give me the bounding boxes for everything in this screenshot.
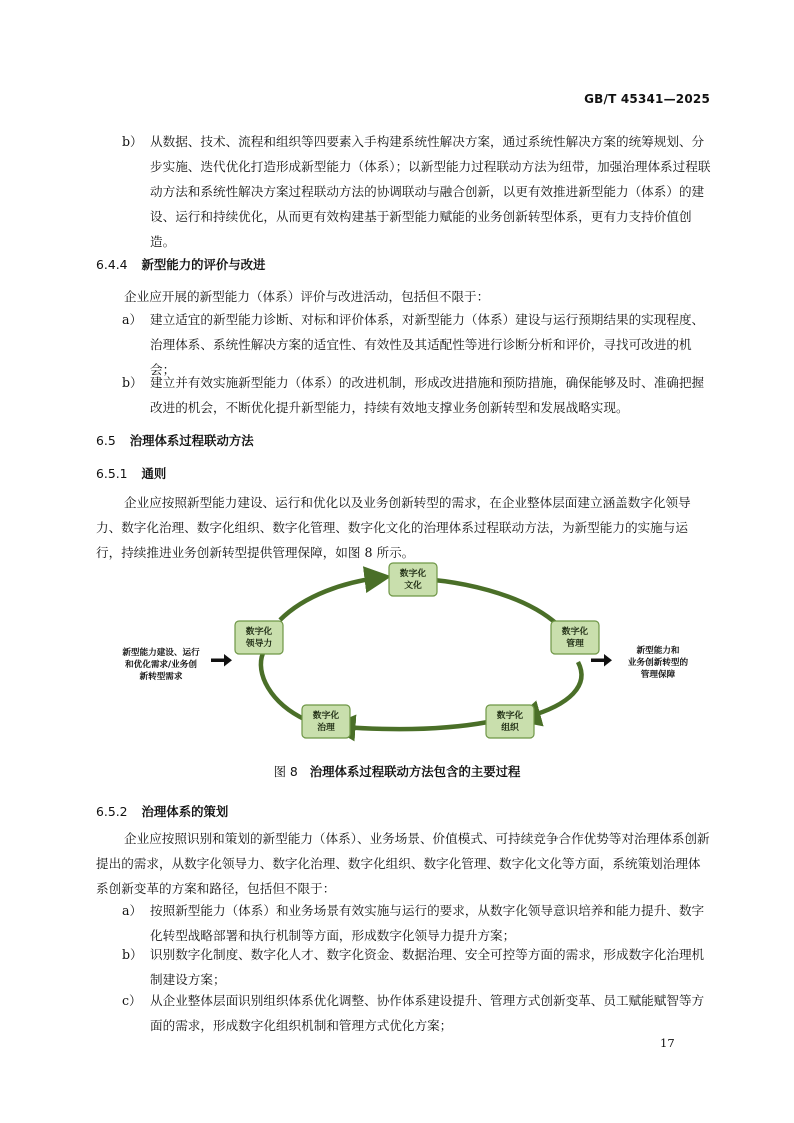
svg-text:数字化: 数字化 xyxy=(312,711,340,721)
svg-text:数字化: 数字化 xyxy=(245,627,273,637)
output-guarantee-label xyxy=(628,644,689,680)
list-marker: c） xyxy=(122,993,142,1008)
page-number: 17 xyxy=(660,1036,675,1050)
section-number: 6.5.2 xyxy=(96,804,128,819)
cycle-arc xyxy=(342,722,488,729)
section-number: 6.5 xyxy=(96,433,116,448)
input-requirements-label xyxy=(122,646,200,682)
svg-text:组织: 组织 xyxy=(501,723,519,733)
paragraph: 企业应按照识别和策划的新型能力（体系）、业务场景、价值模式、可持续竞争合作优势等对治理体系创新提出的需求，从数字化领导力、数字化治理、数字化组织、数字化管理、数字化文化等方面，系统策划治理体系创新变革的方案和路径，包括但不限于： xyxy=(96,831,710,896)
node-digital-management xyxy=(551,621,599,654)
section-title: 治理体系的策划 xyxy=(141,804,229,819)
list-marker: b） xyxy=(122,947,143,962)
list-item xyxy=(122,370,712,420)
node-digital-leadership xyxy=(235,621,283,654)
list-marker: b） xyxy=(122,375,143,390)
list-item xyxy=(122,988,712,1038)
figure-title: 治理体系过程联动方法包含的主要过程 xyxy=(309,764,521,779)
list-item xyxy=(122,898,712,948)
cycle-arc xyxy=(280,578,378,620)
node-digital-organization xyxy=(486,705,534,738)
section-heading-6-4-4 xyxy=(96,255,265,273)
section-title: 新型能力的评价与改进 xyxy=(141,257,266,272)
section-title: 治理体系过程联动方法 xyxy=(129,433,254,448)
svg-text:数字化: 数字化 xyxy=(496,711,524,721)
node-digital-governance xyxy=(302,705,350,738)
list-marker: b） xyxy=(122,134,143,149)
section-number: 6.5.1 xyxy=(96,466,128,481)
list-item-text: 按照新型能力（体系）和业务场景有效实施与运行的要求，从数字化领导意识培养和能力提升、数字化转型战略部署和执行机制等方面，形成数字化领导力提升方案； xyxy=(150,903,705,943)
list-marker: a） xyxy=(122,903,143,918)
section-number: 6.4.4 xyxy=(96,257,128,272)
svg-text:业务创新转型的: 业务创新转型的 xyxy=(627,658,689,668)
svg-text:文化: 文化 xyxy=(404,581,422,591)
svg-text:和优化需求/业务创: 和优化需求/业务创 xyxy=(125,660,197,670)
svg-text:数字化: 数字化 xyxy=(561,627,589,637)
list-item-text: 从数据、技术、流程和组织等四要素入手构建系统性解决方案，通过系统性解决方案的统筹规划、分步实施、迭代优化打造形成新型能力（体系）；以新型能力过程联动方法为纽带，加强治理体系过程联动方法和系统性解决方案过程联动方法的协调联动与融合创新，以更有效推进新型能力（体系）的建设、运行和持续优化，从而更有效构建基于新型能力赋能的业务创新转型体系，更有力支持价值创造。 xyxy=(150,134,711,249)
svg-text:治理: 治理 xyxy=(317,723,335,733)
list-item xyxy=(122,129,712,254)
list-item-text: 识别数字化制度、数字化人才、数字化资金、数据治理、安全可控等方面的需求，形成数字化治理机制建设方案； xyxy=(150,947,705,987)
svg-text:管理保障: 管理保障 xyxy=(640,670,676,680)
paragraph: 企业应开展的新型能力（体系）评价与改进活动，包括但不限于： xyxy=(124,289,490,304)
output-arrow-icon xyxy=(591,654,612,667)
section-heading-6-5-1 xyxy=(96,464,166,482)
list-item-text: 从企业整体层面识别组织体系优化调整、协作体系建设提升、管理方式创新变革、员工赋能赋智等方面的需求，形成数字化组织机制和管理方式优化方案； xyxy=(150,993,705,1033)
figure-number: 图 8 xyxy=(273,764,298,779)
input-arrow-icon xyxy=(211,654,232,667)
list-marker: a） xyxy=(122,312,143,327)
list-item xyxy=(122,942,712,992)
section-title: 通则 xyxy=(141,466,167,481)
node-digital-culture xyxy=(389,563,437,596)
section-heading-6-5 xyxy=(96,431,254,449)
list-item-text: 建立适宜的新型能力诊断、对标和评价体系，对新型能力（体系）建设与运行预期结果的实现程度、治理体系、系统性解决方案的适宜性、有效性及其适配性等进行诊断分析和评价，寻找可改进的机会； xyxy=(150,312,705,377)
cycle-arc xyxy=(527,662,581,717)
cycle-arc xyxy=(261,653,306,720)
standard-number: GB/T 45341—2025 xyxy=(584,92,710,106)
svg-text:管理: 管理 xyxy=(566,639,584,649)
svg-text:新型能力建设、运行: 新型能力建设、运行 xyxy=(122,648,200,658)
figure-8-diagram xyxy=(0,555,794,755)
list-item-text: 建立并有效实施新型能力（体系）的改进机制，形成改进措施和预防措施，确保能够及时、准确把握改进的机会，不断优化提升新型能力，持续有效地支撑业务创新转型和发展战略实现。 xyxy=(150,375,705,415)
svg-text:数字化: 数字化 xyxy=(399,569,427,579)
svg-text:新转型需求: 新转型需求 xyxy=(139,672,183,682)
svg-text:领导力: 领导力 xyxy=(245,639,273,649)
section-heading-6-5-2 xyxy=(96,802,228,820)
figure-caption xyxy=(0,762,794,780)
svg-text:新型能力和: 新型能力和 xyxy=(636,646,680,656)
paragraph: 企业应按照新型能力建设、运行和优化以及业务创新转型的需求，在企业整体层面建立涵盖数字化领导力、数字化治理、数字化组织、数字化管理、数字化文化的治理体系过程联动方法，为新型能力的实施与运行，持续推进业务创新转型提供管理保障，如图 8 所示。 xyxy=(96,495,691,560)
